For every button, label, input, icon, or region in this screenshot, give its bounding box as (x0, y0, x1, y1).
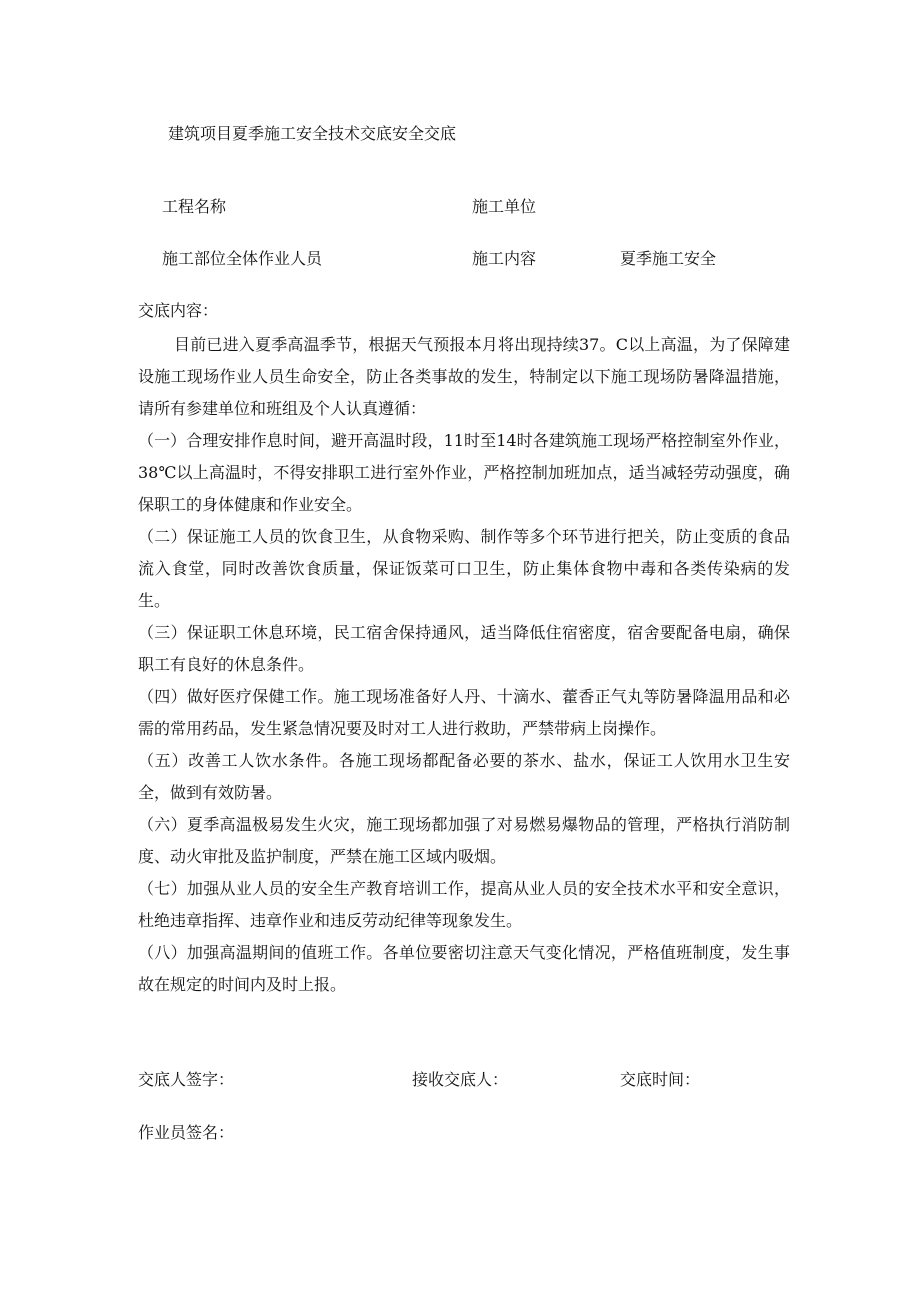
measure-item-3: （三）保证职工休息环境，民工宿舍保持通风，适当降低住宿密度，宿舍要配备电扇，确保职工有良好的休息条件。 (138, 623, 790, 674)
briefer-signature-label: 交底人签字： (138, 1070, 235, 1089)
measure-item-4: （四）做好医疗保健工作。施工现场准备好人丹、十滴水、藿香正气丸等防暑降温用品和必需的常用药品，发生紧急情况要及时对工人进行救助，严禁带病上岗操作。 (138, 687, 790, 738)
construction-part-label: 施工部位全体作业人员 (162, 249, 323, 268)
measure-item-6: （六）夏季高温极易发生火灾，施工现场都加强了对易燃易爆物品的管理，严格执行消防制度、动火审批及监护制度，严禁在施工区域内吸烟。 (138, 815, 790, 866)
workers-signature-label: 作业员签名： (138, 1123, 235, 1142)
construction-unit-label: 施工单位 (472, 197, 537, 216)
measure-item-1: （一）合理安排作息时间，避开高温时段，11时至14时各建筑施工现场严格控制室外作业，38℃以上高温时，不得安排职工进行室外作业，严格控制加班加点，适当减轻劳动强度，确保职工的身体健康和作业安全。 (138, 431, 790, 514)
construction-content-value: 夏季施工安全 (620, 249, 717, 268)
construction-content-label: 施工内容 (472, 249, 537, 268)
briefing-time-label: 交底时间： (620, 1070, 701, 1089)
content-label: 交底内容： (138, 301, 219, 320)
content-body (138, 329, 790, 1001)
measure-item-2: （二）保证施工人员的饮食卫生，从食物采购、制作等多个环节进行把关，防止变质的食品流入食堂，同时改善饮食质量，保证饭菜可口卫生，防止集体食物中毒和各类传染病的发生。 (138, 527, 790, 610)
measure-item-7: （七）加强从业人员的安全生产教育培训工作，提高从业人员的安全技术水平和安全意识，杜绝违章指挥、违章作业和违反劳动纪律等现象发生。 (138, 879, 790, 930)
document-title: 建筑项目夏季施工安全技术交底安全交底 (168, 124, 457, 143)
measure-item-8: （八）加强高温期间的值班工作。各单位要密切注意天气变化情况，严格值班制度，发生事故在规定的时间内及时上报。 (138, 943, 790, 994)
intro-paragraph: 目前已进入夏季高温季节，根据天气预报本月将出现持续37。C以上高温，为了保障建设施工现场作业人员生命安全，防止各类事故的发生，特制定以下施工现场防暑降温措施，请所有参建单位和班组及个人认真遵循： (138, 335, 790, 418)
project-name-label: 工程名称 (162, 197, 227, 216)
receiver-label: 接收交底人： (412, 1070, 509, 1089)
measure-item-5: （五）改善工人饮水条件。各施工现场都配备必要的茶水、盐水，保证工人饮用水卫生安全，做到有效防暑。 (138, 751, 790, 802)
